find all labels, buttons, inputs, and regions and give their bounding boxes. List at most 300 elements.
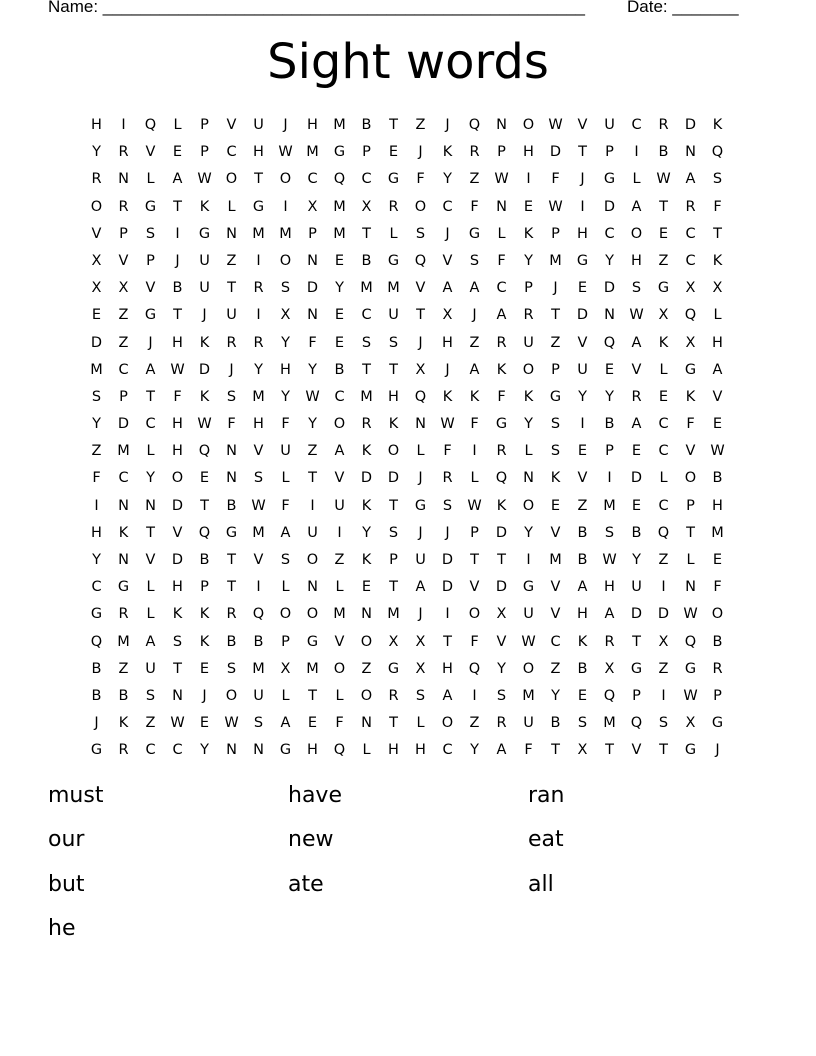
grid-letter: B [712,470,723,487]
grid-letter: S [712,171,723,188]
grid-letter: B [577,660,588,677]
grid-letter: S [469,252,480,269]
grid-letter: N [226,742,237,759]
grid-letter: H [577,606,588,623]
grid-letter: T [173,307,182,324]
grid-letter: Z [550,334,561,351]
grid-letter: R [118,742,129,759]
grid-letter: P [497,144,506,161]
grid-letter: U [334,497,345,514]
grid-letter: O [360,687,373,704]
grid-letter: L [416,715,425,732]
grid-letter: L [389,225,398,242]
grid-letter: N [118,497,129,514]
grid-letter: G [576,252,589,269]
word-list [48,776,768,953]
grid-letter: R [712,660,723,677]
grid-letter: V [226,117,237,133]
grid-letter: P [308,225,317,242]
grid-letter: K [712,252,723,269]
grid-letter: L [281,470,290,487]
grid-letter: D [495,579,508,596]
grid-letter: C [226,144,237,161]
grid-letter: N [523,470,534,487]
word-list-item: he [48,915,76,941]
grid-letter: E [199,715,210,732]
grid-letter: R [253,334,264,351]
grid-letter: O [711,606,724,623]
grid-letter: S [226,660,237,677]
grid-letter: F [713,579,722,596]
grid-letter: R [442,470,453,487]
grid-letter: J [445,225,450,242]
grid-letter: E [631,443,642,460]
page-title: Sight words [267,34,549,90]
grid-letter: K [199,334,210,351]
grid-letter: X [415,361,426,378]
grid-letter: W [224,715,239,732]
grid-letter: N [226,225,237,242]
grid-letter: T [443,633,452,650]
grid-letter: G [414,497,427,514]
grid-letter: F [470,633,479,650]
grid-letter: D [630,470,643,487]
grid-letter: L [713,307,722,324]
grid-letter: X [91,252,102,269]
grid-letter: Z [469,334,480,351]
grid-letter: G [549,388,562,405]
grid-letter: Y [605,252,614,269]
grid-letter: Y [92,416,101,433]
grid-letter: G [90,606,103,623]
name-field-label: Name: ___________________________________________________ [48,0,585,16]
grid-letter: T [416,307,425,324]
grid-letter: Y [470,742,479,759]
grid-letter: Z [469,171,480,188]
grid-letter: A [712,361,723,378]
grid-letter: O [333,660,346,677]
grid-letter: A [334,443,345,460]
grid-letter: D [549,144,562,161]
grid-letter: N [604,307,615,324]
grid-letter: S [496,687,507,704]
grid-letter: J [175,252,180,269]
grid-letter: M [252,225,265,242]
grid-letter: H [253,144,264,161]
grid-letter: B [361,252,372,269]
grid-letter: L [470,470,479,487]
grid-letter: E [712,416,723,433]
grid-letter: E [199,470,210,487]
grid-letter: D [684,117,697,133]
grid-letter: I [472,443,477,460]
grid-letter: K [199,606,210,623]
grid-letter: G [117,579,130,596]
grid-letter: K [523,388,534,405]
grid-letter: C [658,443,669,460]
grid-letter: F [335,715,344,732]
grid-letter: K [685,388,696,405]
grid-letter: X [685,334,696,351]
grid-letter: S [145,225,156,242]
grid-letter: T [686,524,695,541]
grid-letter: Q [333,171,346,188]
grid-letter: H [442,660,453,677]
grid-letter: N [361,715,372,732]
grid-letter: M [603,715,616,732]
grid-letter: A [496,742,507,759]
grid-letter: S [658,715,669,732]
grid-letter: X [388,633,399,650]
grid-letter: R [253,280,264,297]
grid-letter: X [604,660,615,677]
grid-letter: E [334,307,345,324]
grid-letter: A [577,579,588,596]
grid-letter: J [580,171,585,188]
grid-letter: B [631,524,642,541]
grid-letter: O [279,171,292,188]
grid-letter: I [634,144,639,161]
grid-letter: W [521,633,536,650]
grid-letter: R [496,715,507,732]
grid-letter: T [578,144,587,161]
grid-letter: Y [92,552,101,568]
grid-letter: M [306,144,319,161]
grid-letter: X [91,280,102,297]
grid-letter: V [685,443,696,460]
grid-letter: T [605,742,614,759]
grid-letter: J [418,606,423,623]
grid-letter: A [442,280,453,297]
grid-letter: Y [254,361,263,378]
grid-letter: H [253,416,264,433]
grid-letter: W [548,198,563,215]
grid-letter: K [199,198,210,215]
grid-letter: M [603,497,616,514]
grid-letter: H [172,443,183,460]
grid-letter: F [551,171,560,188]
grid-letter: N [226,470,237,487]
grid-letter: O [333,416,346,433]
grid-letter: S [280,552,291,568]
grid-letter: E [307,715,318,732]
grid-letter: M [306,660,319,677]
grid-letter: Y [200,742,209,759]
grid-letter: D [306,280,319,297]
grid-letter: I [310,497,315,514]
grid-letter: P [119,225,128,242]
grid-letter: D [387,470,400,487]
grid-letter: H [388,742,399,759]
grid-letter: B [199,552,210,568]
grid-letter: S [442,497,453,514]
grid-letter: Z [226,252,237,269]
grid-letter: Z [469,715,480,732]
grid-letter: T [227,579,236,596]
grid-letter: X [415,633,426,650]
word-list-item: must [48,783,104,808]
grid-letter: Y [551,687,560,704]
grid-letter: I [175,225,180,242]
grid-letter: T [146,524,155,541]
grid-letter: Z [118,334,129,351]
grid-letter: B [712,633,723,650]
grid-letter: L [416,443,425,460]
grid-letter: Z [577,497,588,514]
grid-letter: F [281,497,290,514]
grid-letter: F [173,388,182,405]
grid-letter: B [550,715,561,732]
grid-letter: K [361,443,372,460]
grid-letter: Y [92,144,101,161]
grid-letter: G [657,280,670,297]
grid-letter: B [334,361,345,378]
grid-letter: O [225,687,238,704]
grid-letter: E [361,579,372,596]
grid-letter: G [630,660,643,677]
grid-letter: C [658,497,669,514]
grid-letter: D [360,470,373,487]
grid-letter: H [172,334,183,351]
grid-letter: W [683,687,698,704]
word-list-item: but [48,871,85,897]
grid-letter: G [225,524,238,541]
grid-letter: B [226,497,237,514]
grid-letter: E [334,334,345,351]
grid-letter: R [91,171,102,188]
grid-letter: L [335,687,344,704]
grid-letter: D [90,334,103,351]
grid-letter: X [712,280,723,297]
grid-letter: I [661,579,666,596]
grid-letter: K [712,117,723,133]
grid-letter: I [580,416,585,433]
grid-letter: J [445,524,450,541]
grid-letter: O [171,470,184,487]
grid-letter: B [577,524,588,541]
grid-letter: D [495,524,508,541]
grid-letter: G [279,742,292,759]
grid-letter: F [227,416,236,433]
grid-letter: T [389,497,398,514]
grid-letter: E [658,388,669,405]
grid-letter: C [550,633,561,650]
grid-letter: W [656,171,671,188]
grid-letter: J [418,470,423,487]
grid-letter: G [144,307,157,324]
grid-letter: I [256,307,261,324]
grid-letter: Y [308,361,317,378]
grid-letter: J [445,361,450,378]
grid-letter: C [442,198,453,215]
grid-letter: P [200,144,209,161]
grid-letter: R [118,198,129,215]
grid-letter: Q [252,606,265,623]
grid-letter: L [281,579,290,596]
grid-letter: J [472,307,477,324]
grid-letter: T [227,552,236,568]
grid-letter: E [712,552,723,568]
grid-letter: N [307,252,318,269]
grid-letter: Q [198,443,211,460]
grid-letter: X [361,198,372,215]
grid-letter: J [202,687,207,704]
grid-letter: A [469,280,480,297]
grid-letter: Y [281,334,290,351]
grid-letter: U [307,524,318,541]
grid-letter: G [522,579,535,596]
grid-letter: D [198,361,211,378]
grid-letter: O [468,606,481,623]
grid-letter: Q [468,660,481,677]
grid-letter: M [387,606,400,623]
grid-letter: B [118,687,129,704]
grid-letter: W [170,715,185,732]
grid-letter: S [577,715,588,732]
grid-letter: Q [603,334,616,351]
grid-letter: O [279,606,292,623]
grid-letter: O [306,552,319,568]
grid-letter: R [388,687,399,704]
grid-letter: S [361,334,372,351]
grid-letter: O [279,252,292,269]
grid-letter: Q [333,742,346,759]
grid-letter: R [496,334,507,351]
grid-letter: H [442,334,453,351]
grid-letter: I [337,524,342,541]
grid-letter: K [469,388,480,405]
grid-letter: Q [198,524,211,541]
grid-letter: K [118,524,129,541]
grid-letter: D [657,606,670,623]
grid-letter: A [145,361,156,378]
grid-letter: D [603,198,616,215]
grid-letter: H [172,579,183,596]
grid-letter: V [334,633,345,650]
grid-letter: P [605,443,614,460]
grid-letter: T [659,198,668,215]
grid-letter: Y [524,252,533,269]
grid-letter: K [388,416,399,433]
grid-letter: T [173,660,182,677]
grid-letter: Q [90,633,103,650]
grid-letter: T [362,361,371,378]
grid-letter: G [90,742,103,759]
grid-letter: K [658,334,669,351]
grid-letter: J [94,715,99,732]
grid-letter: F [686,416,695,433]
grid-letter: Z [361,660,372,677]
grid-letter: G [252,198,265,215]
grid-letter: J [418,524,423,541]
grid-letter: L [659,361,668,378]
grid-letter: R [469,144,480,161]
grid-letter: G [603,171,616,188]
grid-letter: E [604,361,615,378]
grid-letter: V [631,361,642,378]
word-list-item: new [288,827,334,853]
grid-letter: T [551,742,560,759]
grid-letter: G [684,660,697,677]
grid-letter: B [172,280,183,297]
grid-letter: P [281,633,290,650]
grid-letter: F [470,198,479,215]
grid-letter: X [307,198,318,215]
grid-letter: I [256,252,261,269]
grid-letter: M [549,552,562,568]
grid-letter: U [280,443,291,460]
grid-letter: J [148,334,153,351]
grid-letter: Z [658,552,669,568]
grid-letter: U [199,252,210,269]
grid-letter: C [91,579,102,596]
grid-letter: G [684,361,697,378]
grid-letter: F [281,416,290,433]
grid-letter: E [550,497,561,514]
grid-letter: E [199,660,210,677]
grid-letter: K [442,388,453,405]
grid-letter: U [253,687,264,704]
grid-letter: N [253,742,264,759]
grid-letter: X [658,633,669,650]
grid-letter: O [522,497,535,514]
grid-letter: H [415,742,426,759]
grid-letter: G [684,742,697,759]
grid-letter: P [389,552,398,568]
grid-letter: C [685,225,696,242]
grid-letter: P [551,225,560,242]
grid-letter: N [685,144,696,161]
grid-letter: V [550,579,561,596]
grid-letter: K [442,144,453,161]
grid-letter: H [388,388,399,405]
grid-letter: D [441,579,454,596]
grid-letter: M [252,660,265,677]
grid-letter: O [522,117,535,133]
grid-letter: G [144,198,157,215]
grid-letter: M [360,388,373,405]
grid-letter: F [497,252,506,269]
grid-letter: U [577,361,588,378]
date-field-label: Date: _______ [627,0,739,16]
grid-letter: W [602,552,617,568]
grid-letter: Z [145,715,156,732]
grid-letter: C [685,252,696,269]
grid-letter: E [388,144,399,161]
grid-letter: P [146,252,155,269]
grid-letter: T [470,552,479,568]
grid-letter: J [418,144,423,161]
grid-letter: M [549,252,562,269]
grid-letter: H [307,742,318,759]
grid-letter: U [523,606,534,623]
grid-letter: T [200,497,209,514]
grid-letter: P [713,687,722,704]
grid-letter: O [360,633,373,650]
word-list-item: eat [528,827,564,853]
grid-letter: M [522,687,535,704]
grid-letter: J [229,361,234,378]
grid-letter: Y [497,660,506,677]
grid-letter: C [307,171,318,188]
grid-letter: I [472,687,477,704]
grid-letter: C [361,307,372,324]
grid-letter: Z [118,660,129,677]
grid-letter: A [415,579,426,596]
grid-letter: N [118,171,129,188]
grid-letter: G [198,225,211,242]
grid-letter: E [334,252,345,269]
